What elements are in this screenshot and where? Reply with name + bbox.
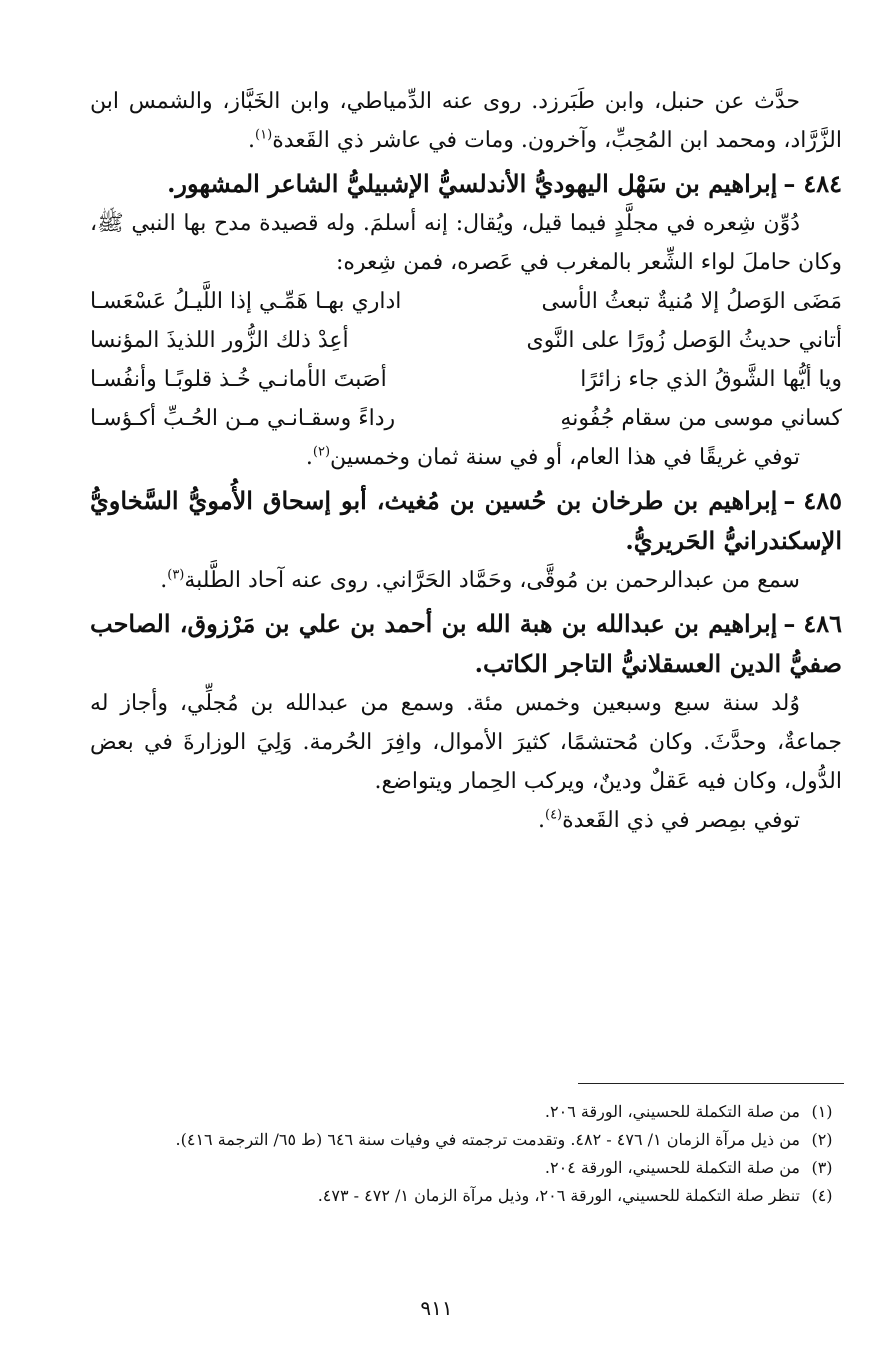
- footnote-ref[interactable]: (٤): [544, 807, 563, 823]
- verse-line: [90, 360, 842, 399]
- footnote-number: (٢): [811, 1130, 833, 1149]
- footnote-number: (١): [811, 1102, 833, 1121]
- poem: [90, 282, 842, 438]
- footnote-ref[interactable]: (٣): [167, 567, 185, 583]
- entry-number: ٤٨٦: [803, 609, 842, 638]
- paragraph-text: توفي بمِصر في ذي القَعدة: [562, 808, 800, 833]
- footnote-number: (٣): [811, 1158, 833, 1177]
- page-body: [90, 82, 842, 840]
- verse-second-hemistich: اداري بهـا هَمِّـي إذا اللَّيـلُ عَسْعَسـا: [90, 289, 402, 314]
- footnote-ref[interactable]: (٢): [312, 444, 331, 460]
- footnote-item: [100, 1098, 844, 1126]
- paragraph-continuation: حدَّث عن حنبل، وابن طَبَرزد. روى عنه الدِّمياطي، وابن الخَبَّاز، والشمس ابن الزَّرَّاد، ومحمد ابن المُحِبِّ، وآخرون. ومات في عاشر ذي القَعدة$^{(١)}$.: [90, 89, 842, 153]
- footnote-text: من ذيل مرآة الزمان ١/ ٤٧٦ - ٤٨٢. وتقدمت ترجمته في وفيات سنة ٦٤٦ (ط ٦٥/ الترجمة ٤١٦).: [175, 1130, 800, 1149]
- verse-second-hemistich: أصَبتَ الأمانـي خُـذ قلوبًـا وأنفُسـا: [90, 367, 387, 392]
- paragraph-text: سمع من عبدالرحمن بن مُوقَّى، وحَمَّاد الحَرَّاني. روى عنه آحاد الطَّلبة: [184, 568, 800, 593]
- verse-line: [90, 321, 842, 360]
- entry-number: ٤٨٥: [803, 486, 842, 515]
- entry-dash: –: [783, 169, 796, 198]
- verse-second-hemistich: أعِدْ ذلك الزُّور اللذيذَ المؤنسا: [90, 328, 349, 353]
- verse-second-hemistich: رداءً وسقـانـي مـن الحُـبِّ أكـؤسـا: [90, 406, 396, 431]
- verse-first-hemistich: أتاني حديثُ الوَصل زُورًا على النَّوى: [526, 328, 842, 353]
- footnote-item: [100, 1126, 844, 1154]
- footnotes: [100, 1098, 844, 1210]
- footnote-number: (٤): [811, 1186, 833, 1205]
- footnote-text: من صلة التكملة للحسيني، الورقة ٢٠٤.: [544, 1158, 800, 1177]
- entry-paragraph: دُوِّن شِعره في مجلَّدٍ فيما قيل، ويُقال: إنه أسلمَ. وله قصيدة مدح بها النبي ﷺ، وكان حاملَ لواء الشِّعر بالمغرب في عَصره، فمن شِعره:: [90, 211, 842, 275]
- entry-title: إبراهيم بن عبدالله بن هبة الله بن أحمد بن علي بن مَرْزوق، الصاحب صفيُّ الدين العسقلانيُّ التاجر الكاتب.: [90, 609, 842, 678]
- entry-paragraph: سمع من عبدالرحمن بن مُوقَّى، وحَمَّاد الحَرَّاني. روى عنه آحاد الطَّلبة$^{(٣)}$.: [160, 567, 800, 593]
- verse-first-hemistich: ويا أيُّها الشَّوقُ الذي جاء زائرًا: [580, 367, 842, 392]
- entry-paragraph: وُلد سنة سبع وسبعين وخمس مئة. وسمع من عبدالله بن مُجلِّي، وأجاز له جماعةٌ، وحدَّثَ. وكان مُحتشمًا، كثيرَ الأموال، وافِرَ الحُرمة. وَلِيَ الوزارةَ في بعض الدُّول، وكان فيه عَقلٌ ودينٌ، ويركب الحِمار ويتواضع.: [90, 691, 842, 794]
- entry-title: إبراهيم بن طرخان بن حُسين بن مُغيث، أبو إسحاق الأُمويُّ السَّخاويُّ الإسكندرانيُّ الحَريريُّ.: [90, 486, 842, 555]
- entry-heading-486: [90, 604, 842, 684]
- entry-paragraph: توفي غريقًا في هذا العام، أو في سنة ثمان وخمسين$^{(٢)}$.: [305, 444, 800, 470]
- footnote-item: [100, 1154, 844, 1182]
- entry-dash: –: [783, 609, 796, 638]
- footnote-item: [100, 1182, 844, 1210]
- footnote-separator: [578, 1083, 844, 1084]
- verse-first-hemistich: كساني موسى من سقام جُفُونهِ: [560, 406, 842, 431]
- entry-dash: –: [783, 486, 796, 515]
- page-number: ٩١١: [420, 1296, 453, 1320]
- paragraph-text: حدَّث عن حنبل، وابن طَبَرزد. روى عنه الدِّمياطي، وابن الخَبَّاز، والشمس ابن الزَّرَّاد، ومحمد ابن المُحِبِّ، وآخرون. ومات في عاشر ذي القَعدة: [90, 89, 842, 153]
- footnote-text: من صلة التكملة للحسيني، الورقة ٢٠٦.: [544, 1102, 800, 1121]
- paragraph-text: توفي غريقًا في هذا العام، أو في سنة ثمان وخمسين: [330, 445, 800, 470]
- footnote-ref[interactable]: (١): [255, 127, 273, 143]
- verse-first-hemistich: مَضَى الوَصلُ إلا مُنيةٌ تبعثُ الأسى: [541, 289, 842, 314]
- entry-heading-485: [90, 481, 842, 561]
- verse-line: [90, 282, 842, 321]
- verse-line: [90, 399, 842, 438]
- entry-heading-484: [90, 164, 842, 204]
- entry-number: ٤٨٤: [803, 169, 842, 198]
- entry-title: إبراهيم بن سَهْل اليهوديُّ الأندلسيُّ الإشبيليُّ الشاعر المشهور.: [167, 169, 778, 198]
- entry-paragraph: توفي بمِصر في ذي القَعدة$^{(٤)}$.: [537, 807, 800, 833]
- footnote-text: تنظر صلة التكملة للحسيني، الورقة ٢٠٦، وذيل مرآة الزمان ١/ ٤٧٢ - ٤٧٣.: [317, 1186, 800, 1205]
